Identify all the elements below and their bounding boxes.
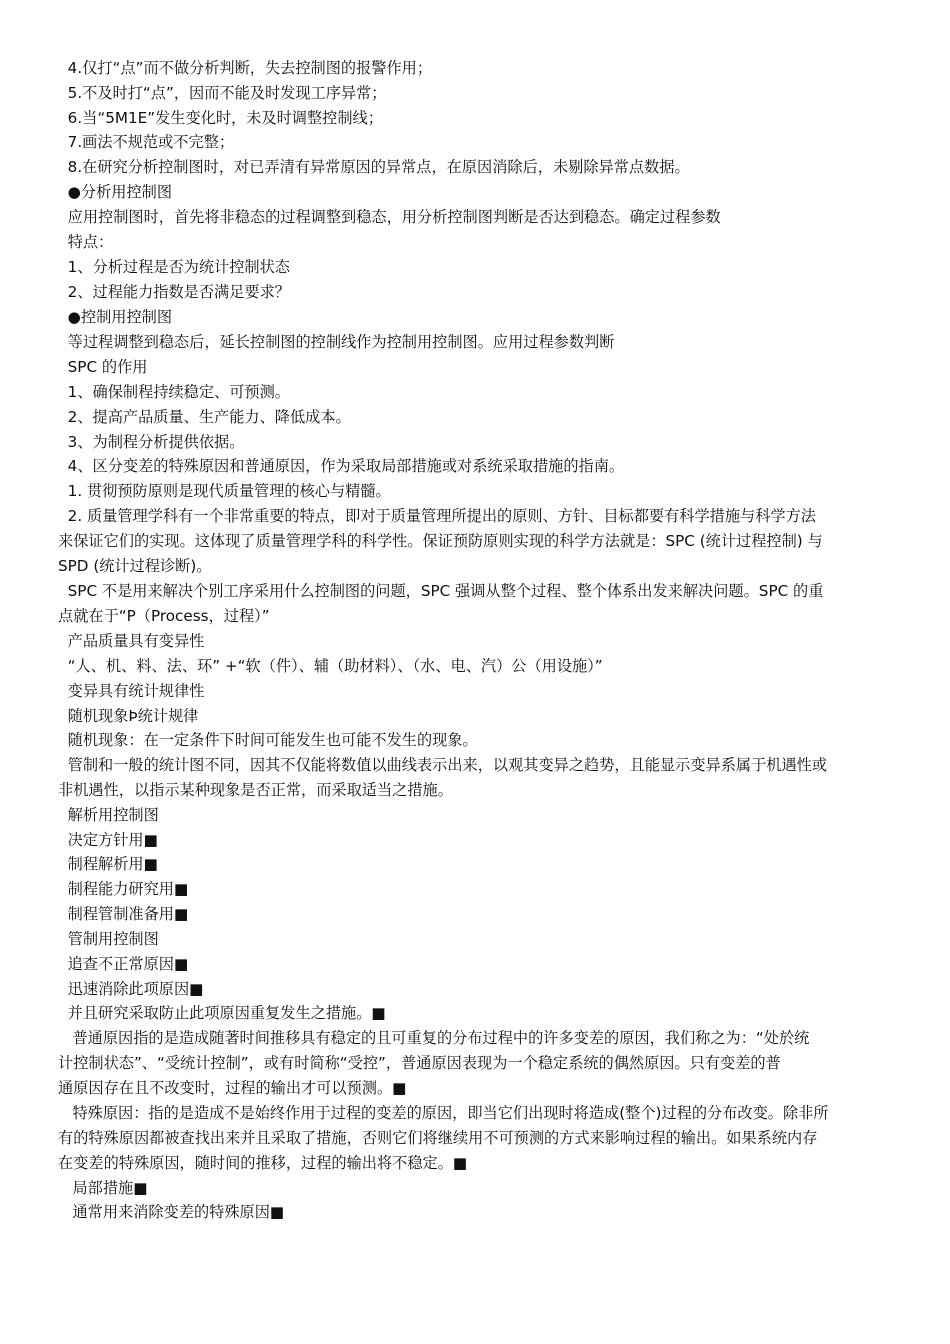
text-line: 6.当“5M1E”发生变化时，未及时调整控制线；: [58, 109, 383, 127]
text-line: 管制和一般的统计图不同，因其不仅能将数值以曲线表示出来，以观其变异之趋势，且能显示变异系属于机遇性或: [58, 756, 828, 774]
text-line: 变异具有统计规律性: [58, 682, 205, 700]
list-item: 迅速消除此项原因■: [58, 980, 204, 998]
text-line: 2、提高产品质量、生产能力、降低成本。: [58, 408, 351, 426]
list-item: 制程能力研究用■: [58, 880, 189, 898]
text-line: 通原因存在且不改变时，过程的输出才可以预测。■: [58, 1079, 407, 1097]
list-item: 并且研究采取防止此项原因重复发生之措施。■: [58, 1004, 386, 1022]
text-line: 2、过程能力指数是否满足要求？: [58, 283, 290, 301]
text-line: 3、为制程分析提供依据。: [58, 433, 245, 451]
text-line: SPD (统计过程诊断)。: [58, 557, 212, 575]
text-line: “人、机、料、法、环” +“软（件）、辅（助材料）、（水、电、汽）公（用设施）”: [58, 657, 603, 675]
text-line: 有的特殊原因都被查找出来并且采取了措施，否则它们将继续用不可预测的方式来影响过程的输出。如果系统内存: [58, 1129, 818, 1147]
list-item: 决定方针用■: [58, 831, 158, 849]
text-line: 1. 贯彻预防原则是现代质量管理的核心与精髓。: [58, 482, 391, 500]
section-heading: ●分析用控制图: [58, 183, 173, 201]
text-line: 5.不及时打“点”，因而不能及时发现工序异常；: [58, 84, 387, 102]
section-heading: SPC 的作用: [58, 358, 148, 376]
text-line: 特殊原因：指的是造成不是始终作用于过程的变差的原因，即当它们出现时将造成(整个)过程的分布改变。除非所: [58, 1104, 829, 1122]
section-heading: 解析用控制图: [58, 806, 159, 824]
list-item: 追查不正常原因■: [58, 955, 189, 973]
text-line: 2. 质量管理学科有一个非常重要的特点，即对于质量管理所提出的原则、方针、目标都要有科学措施与科学方法: [58, 507, 816, 525]
list-item: 制程解析用■: [58, 855, 158, 873]
text-line: 普通原因指的是造成随著时间推移具有稳定的且可重复的分布过程中的许多变差的原因，我们称之为：“处於统: [58, 1029, 810, 1047]
text-line: 1、分析过程是否为统计控制状态: [58, 258, 290, 276]
list-item: 制程管制准备用■: [58, 905, 189, 923]
text-line: 等过程调整到稳态后，延长控制图的控制线作为控制用控制图。应用过程参数判断: [58, 333, 615, 351]
text-line: 点就在于“P（Process，过程）”: [58, 607, 270, 625]
text-line: 随机现象Þ统计规律: [58, 707, 199, 725]
text-line: 7.画法不规范或不完整；: [58, 133, 235, 151]
text-line: 在变差的特殊原因，随时间的推移，过程的输出将不稳定。■: [58, 1154, 468, 1172]
section-heading: 管制用控制图: [58, 930, 159, 948]
text-line: 产品质量具有变异性: [58, 632, 205, 650]
text-line: 非机遇性，以指示某种现象是否正常，而采取适当之措施。: [58, 781, 453, 799]
text-line: SPC 不是用来解决个别工序采用什么控制图的问题，SPC 强调从整个过程、整个体系出发来解决问题。SPC 的重: [58, 582, 824, 600]
text-line: 4.仅打“点”而不做分析判断，失去控制图的报警作用；: [58, 59, 433, 77]
section-heading: ●控制用控制图: [58, 308, 173, 326]
text-line: 随机现象：在一定条件下时间可能发生也可能不发生的现象。: [58, 731, 478, 749]
text-line: 来保证它们的实现。这体现了质量管理学科的科学性。保证预防原则实现的科学方法就是：SPC (统计过程控制) 与: [58, 532, 823, 550]
text-line: 应用控制图时，首先将非稳态的过程调整到稳态，用分析控制图判断是否达到稳态。确定过程参数: [58, 208, 721, 226]
text-line: 4、区分变差的特殊原因和普通原因，作为采取局部措施或对系统采取措施的指南。: [58, 457, 625, 475]
text-line: 通常用来消除变差的特殊原因■: [58, 1203, 285, 1221]
text-line: 8.在研究分析控制图时，对已弄清有异常原因的异常点，在原因消除后，未剔除异常点数据。: [58, 158, 690, 176]
text-line: 计控制状态”、“受统计控制”，或有时简称“受控”，普通原因表现为一个稳定系统的偶然原因。只有变差的普: [58, 1054, 781, 1072]
text-line: 特点：: [58, 233, 114, 251]
text-line: 局部措施■: [58, 1179, 148, 1197]
text-line: 1、确保制程持续稳定、可预测。: [58, 383, 290, 401]
